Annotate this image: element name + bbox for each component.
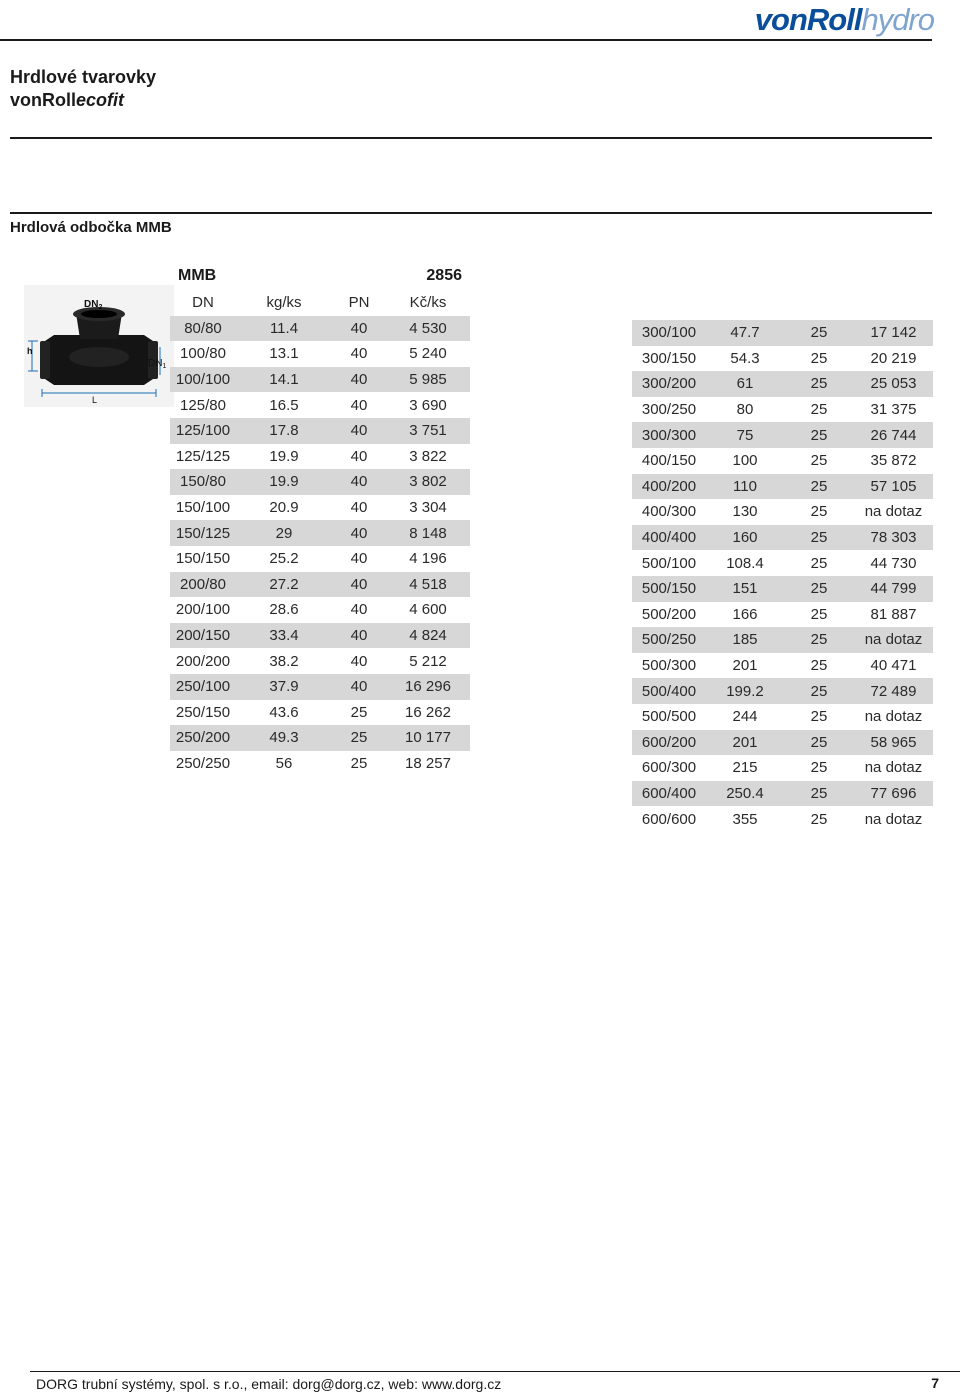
cell-weight: 130 <box>732 503 758 521</box>
cell-dn: 600/300 <box>641 759 697 777</box>
cell-dn: 400/400 <box>632 525 706 551</box>
cell-price: na dotaz <box>864 503 923 521</box>
cell-pn: 40 <box>350 345 368 363</box>
cell-price: 57 105 <box>854 474 933 500</box>
cell-dn: 400/150 <box>641 452 697 470</box>
cell-pn: 40 <box>332 572 386 598</box>
diagram-label-h: h <box>27 346 33 356</box>
table-row <box>170 316 470 342</box>
cell-pn: 25 <box>784 474 854 500</box>
cell-pn: 25 <box>810 657 828 675</box>
cell-weight: 19.9 <box>236 469 332 495</box>
cell-price: 3 751 <box>386 418 470 444</box>
cell-weight: 54.3 <box>730 349 760 367</box>
title-brand: vonRoll <box>10 90 76 110</box>
cell-price: 5 212 <box>409 652 447 670</box>
table-row <box>632 602 933 628</box>
cell-weight: 61 <box>706 371 784 397</box>
cell-price: 78 303 <box>854 525 933 551</box>
cell-price: 5 240 <box>409 345 447 363</box>
table-row <box>632 397 933 423</box>
cell-pn: 40 <box>350 396 368 414</box>
cell-dn: 500/500 <box>641 708 697 726</box>
cell-weight: 201 <box>706 730 784 756</box>
cell-dn: 250/100 <box>170 674 236 700</box>
cell-weight: 80 <box>736 401 754 419</box>
cell-pn: 25 <box>784 781 854 807</box>
table-row <box>632 550 933 576</box>
table-row <box>632 371 933 397</box>
cell-pn: 25 <box>810 401 828 419</box>
cell-price: 26 744 <box>854 422 933 448</box>
cell-dn: 500/100 <box>641 554 697 572</box>
cell-pn: 25 <box>784 576 854 602</box>
cell-dn: 400/200 <box>632 474 706 500</box>
cell-weight: 29 <box>236 520 332 546</box>
cell-weight: 19.9 <box>269 447 299 465</box>
product-header <box>170 266 470 288</box>
cell-dn: 125/80 <box>180 396 226 414</box>
table-row <box>632 781 933 807</box>
cell-price: 5 985 <box>386 367 470 393</box>
table-row <box>632 525 933 551</box>
cell-dn: 400/300 <box>641 503 697 521</box>
cell-price: 20 219 <box>870 349 917 367</box>
cell-pn: 40 <box>350 601 368 619</box>
product-number: 2856 <box>426 267 462 284</box>
title-line-2 <box>10 89 156 112</box>
cell-price: 16 296 <box>386 674 470 700</box>
cell-weight: 49.3 <box>236 725 332 751</box>
cell-dn: 150/80 <box>170 469 236 495</box>
cell-price: 77 696 <box>854 781 933 807</box>
cell-price: 25 053 <box>854 371 933 397</box>
cell-dn: 80/80 <box>170 316 236 342</box>
cell-pn: 40 <box>332 418 386 444</box>
cell-dn: 250/250 <box>175 754 231 772</box>
cell-pn: 40 <box>350 447 368 465</box>
table-row <box>632 422 933 448</box>
cell-dn: 300/200 <box>632 371 706 397</box>
cell-weight: 20.9 <box>269 499 299 517</box>
cell-dn: 500/150 <box>632 576 706 602</box>
cell-pn: 25 <box>784 525 854 551</box>
cell-price: 3 802 <box>386 469 470 495</box>
cell-weight: 166 <box>732 605 758 623</box>
cell-weight: 201 <box>732 657 758 675</box>
cell-pn: 25 <box>784 320 854 346</box>
cell-price: 4 196 <box>409 550 447 568</box>
cell-weight: 14.1 <box>236 367 332 393</box>
table-row <box>170 495 470 521</box>
cell-pn: 40 <box>332 520 386 546</box>
cell-price: 44 730 <box>870 554 917 572</box>
table-row <box>632 448 933 474</box>
cell-price: 31 375 <box>870 401 917 419</box>
cell-weight: 43.6 <box>269 703 299 721</box>
cell-weight: 25.2 <box>269 550 299 568</box>
cell-price: 4 530 <box>386 316 470 342</box>
table-row <box>632 653 933 679</box>
cell-price: 16 262 <box>405 703 451 721</box>
cell-dn: 200/80 <box>170 572 236 598</box>
cell-pn: 25 <box>810 503 828 521</box>
cell-price: 40 471 <box>870 657 917 675</box>
cell-pn: 25 <box>784 627 854 653</box>
cell-dn: 200/200 <box>175 652 231 670</box>
table-row <box>632 704 933 730</box>
table-row <box>632 755 933 781</box>
cell-pn: 25 <box>810 810 828 828</box>
cell-pn: 25 <box>810 759 828 777</box>
table-row <box>170 725 470 751</box>
table-row <box>632 320 933 346</box>
cell-price: 17 142 <box>854 320 933 346</box>
cell-dn: 100/80 <box>180 345 226 363</box>
table-row <box>170 546 470 572</box>
cell-dn: 125/100 <box>170 418 236 444</box>
column-header-price: Kč/ks <box>409 294 447 312</box>
cell-dn: 150/125 <box>170 520 236 546</box>
cell-pn: 40 <box>350 550 368 568</box>
cell-price: na dotaz <box>864 708 923 726</box>
table-row <box>632 627 933 653</box>
cell-dn: 200/150 <box>170 623 236 649</box>
cell-pn: 25 <box>784 371 854 397</box>
table-row <box>170 623 470 649</box>
cell-weight: 110 <box>706 474 784 500</box>
table-row <box>170 418 470 444</box>
cell-price: 44 799 <box>854 576 933 602</box>
cell-dn: 600/400 <box>632 781 706 807</box>
footer-contact: DORG trubní systémy, spol. s r.o., email: dorg@dorg.cz, web: www.dorg.cz <box>36 1376 502 1392</box>
cell-dn: 300/150 <box>641 349 697 367</box>
table-row <box>632 346 933 372</box>
cell-price: 4 824 <box>386 623 470 649</box>
cell-price: 81 887 <box>870 605 917 623</box>
cell-price: na dotaz <box>854 627 933 653</box>
cell-pn: 25 <box>784 422 854 448</box>
cell-weight: 199.2 <box>706 678 784 704</box>
cell-weight: 17.8 <box>236 418 332 444</box>
cell-weight: 108.4 <box>726 554 764 572</box>
cell-pn: 25 <box>810 605 828 623</box>
cell-dn: 500/250 <box>632 627 706 653</box>
cell-dn: 600/600 <box>641 810 697 828</box>
cell-price: 3 304 <box>409 499 447 517</box>
diagram-label-l: L <box>92 395 98 405</box>
diagram-label-dn1-sub: 1 <box>162 363 167 370</box>
cell-dn: 500/300 <box>641 657 697 675</box>
product-code: MMB <box>178 267 217 284</box>
cell-price: 10 177 <box>386 725 470 751</box>
cell-price: na dotaz <box>864 759 923 777</box>
table-row <box>170 648 470 674</box>
cell-dn: 300/300 <box>632 422 706 448</box>
cell-pn: 25 <box>784 730 854 756</box>
table-row <box>170 469 470 495</box>
top-divider <box>0 39 932 41</box>
cell-weight: 100 <box>732 452 758 470</box>
price-table-right <box>632 320 933 832</box>
page-number: 7 <box>931 1375 939 1391</box>
cell-weight: 56 <box>275 754 293 772</box>
cell-weight: 13.1 <box>269 345 299 363</box>
cell-pn: 40 <box>332 674 386 700</box>
cell-pn: 25 <box>810 349 828 367</box>
cell-pn: 25 <box>784 678 854 704</box>
section-title: Hrdlová odbočka MMB <box>10 219 172 236</box>
cell-pn: 40 <box>332 469 386 495</box>
footer-divider <box>30 1371 960 1372</box>
table-row <box>170 444 470 470</box>
cell-price: 3 822 <box>409 447 447 465</box>
table-row <box>170 520 470 546</box>
table-row <box>632 678 933 704</box>
cell-price: 72 489 <box>854 678 933 704</box>
cell-price: 4 518 <box>386 572 470 598</box>
cell-dn: 500/200 <box>641 605 697 623</box>
cell-pn: 25 <box>810 554 828 572</box>
cell-price: 35 872 <box>870 452 917 470</box>
title-divider <box>10 137 932 139</box>
cell-dn: 600/200 <box>632 730 706 756</box>
title-brand-italic: ecofit <box>76 90 125 110</box>
cell-dn: 250/150 <box>175 703 231 721</box>
cell-weight: 151 <box>706 576 784 602</box>
cell-weight: 38.2 <box>269 652 299 670</box>
logo-part-von: von <box>754 2 807 37</box>
cell-dn: 150/150 <box>175 550 231 568</box>
column-header-weight: kg/ks <box>266 294 302 312</box>
table-row <box>170 341 470 367</box>
cell-pn: 40 <box>332 367 386 393</box>
cell-weight: 244 <box>732 708 758 726</box>
cell-dn: 500/400 <box>632 678 706 704</box>
cell-pn: 25 <box>332 725 386 751</box>
logo-part-roll: Roll <box>806 2 862 37</box>
cell-price: na dotaz <box>864 810 923 828</box>
table-row <box>632 474 933 500</box>
vonroll-hydro-logo <box>755 2 934 38</box>
cell-dn: 150/100 <box>175 499 231 517</box>
cell-dn: 300/250 <box>641 401 697 419</box>
cell-dn: 250/200 <box>170 725 236 751</box>
table-row <box>170 674 470 700</box>
cell-pn: 25 <box>350 754 368 772</box>
table-row <box>170 367 470 393</box>
cell-pn: 25 <box>810 452 828 470</box>
diagram-label-dn2-sub: 2 <box>98 304 103 311</box>
table-row <box>632 806 933 832</box>
section-divider <box>10 212 932 214</box>
column-header-dn: DN <box>192 294 214 312</box>
cell-weight: 215 <box>732 759 758 777</box>
cell-dn: 100/100 <box>170 367 236 393</box>
cell-pn: 40 <box>332 623 386 649</box>
page-footer <box>30 1371 960 1393</box>
table-row <box>170 572 470 598</box>
cell-weight: 160 <box>706 525 784 551</box>
logo-part-hydro: hydro <box>861 2 934 37</box>
cell-dn: 300/100 <box>632 320 706 346</box>
cell-weight: 250.4 <box>706 781 784 807</box>
cell-weight: 16.5 <box>269 396 299 414</box>
cell-pn: 25 <box>810 708 828 726</box>
cell-price: 4 600 <box>409 601 447 619</box>
cell-weight: 28.6 <box>269 601 299 619</box>
page-title <box>10 66 156 112</box>
cell-pn: 40 <box>350 652 368 670</box>
cell-price: 58 965 <box>854 730 933 756</box>
cell-price: 18 257 <box>405 754 451 772</box>
table-row <box>632 499 933 525</box>
table-row <box>170 597 470 623</box>
cell-weight: 355 <box>732 810 758 828</box>
cell-weight: 75 <box>706 422 784 448</box>
table-row <box>170 751 470 777</box>
tee-fitting-diagram <box>24 285 174 407</box>
cell-weight: 185 <box>706 627 784 653</box>
cell-pn: 25 <box>350 703 368 721</box>
diagram-label-dn2: DN <box>84 299 99 310</box>
cell-dn: 200/100 <box>175 601 231 619</box>
cell-weight: 27.2 <box>236 572 332 598</box>
cell-pn: 40 <box>332 316 386 342</box>
cell-price: 3 690 <box>409 396 447 414</box>
cell-weight: 11.4 <box>236 316 332 342</box>
table-row <box>170 392 470 418</box>
cell-price: 8 148 <box>386 520 470 546</box>
cell-weight: 33.4 <box>236 623 332 649</box>
table-row <box>632 730 933 756</box>
column-header-pn: PN <box>348 294 370 312</box>
price-table-left <box>170 290 470 776</box>
cell-weight: 47.7 <box>706 320 784 346</box>
cell-dn: 125/125 <box>175 447 231 465</box>
cell-pn: 40 <box>350 499 368 517</box>
table-row <box>632 576 933 602</box>
table-row <box>170 700 470 726</box>
diagram-label-dn1: DN <box>148 358 163 369</box>
table-header-row <box>170 290 470 316</box>
title-line-1: Hrdlové tvarovky <box>10 67 157 87</box>
cell-weight: 37.9 <box>236 674 332 700</box>
